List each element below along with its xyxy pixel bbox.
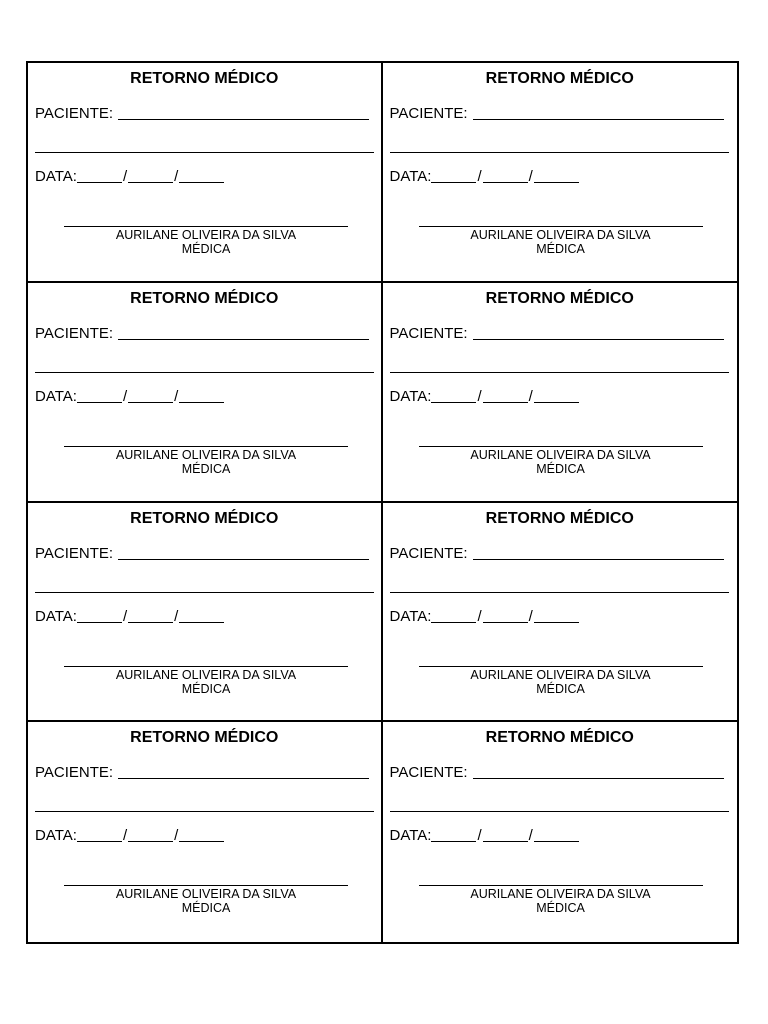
- patient-blank-line[interactable]: [473, 105, 724, 120]
- date-month-blank[interactable]: [128, 827, 173, 842]
- card-title: RETORNO MÉDICO: [130, 70, 279, 87]
- patient-blank-line[interactable]: [473, 764, 724, 779]
- doctor-role: MÉDICA: [536, 901, 585, 916]
- date-label: DATA:: [389, 827, 432, 845]
- date-year-blank[interactable]: [534, 388, 579, 403]
- patient-blank-line[interactable]: [118, 764, 369, 779]
- patient-field: [390, 105, 724, 123]
- patient-field: [390, 325, 724, 343]
- date-label: DATA:: [389, 607, 432, 625]
- doctor-name: AURILANE OLIVEIRA DA SILVA: [470, 228, 651, 242]
- card-title: RETORNO MÉDICO: [485, 729, 634, 747]
- patient-field: [35, 545, 369, 563]
- date-year-blank[interactable]: [534, 827, 579, 842]
- date-label: DATA:: [35, 387, 77, 405]
- date-day-blank[interactable]: [77, 168, 122, 183]
- patient-field: [35, 764, 369, 782]
- patient-blank-line-2[interactable]: [390, 811, 729, 812]
- date-year-blank[interactable]: [179, 388, 224, 403]
- date-separator: /: [174, 387, 179, 405]
- date-label: DATA:: [35, 827, 77, 845]
- date-year-blank[interactable]: [534, 168, 579, 183]
- doctor-name: AURILANE OLIVEIRA DA SILVA: [115, 667, 297, 682]
- card-title: RETORNO MÉDICO: [130, 289, 279, 307]
- date-separator: /: [528, 168, 533, 185]
- date-separator: /: [122, 387, 128, 405]
- date-separator: /: [477, 387, 482, 405]
- patient-blank-line[interactable]: [118, 325, 369, 340]
- date-day-blank[interactable]: [77, 608, 122, 623]
- card-title: RETORNO MÉDICO: [485, 70, 634, 87]
- patient-field: [35, 105, 369, 123]
- date-separator: /: [477, 827, 482, 845]
- date-field: [390, 388, 579, 406]
- patient-blank-line-2[interactable]: [35, 152, 374, 153]
- patient-blank-line-2[interactable]: [35, 372, 374, 373]
- date-label: DATA:: [35, 168, 77, 185]
- doctor-name: AURILANE OLIVEIRA DA SILVA: [115, 887, 297, 902]
- date-day-blank[interactable]: [431, 608, 476, 623]
- doctor-name: AURILANE OLIVEIRA DA SILVA: [115, 228, 297, 242]
- patient-label: PACIENTE:: [389, 544, 468, 562]
- date-month-blank[interactable]: [483, 827, 528, 842]
- date-separator: /: [528, 827, 533, 845]
- patient-blank-line[interactable]: [473, 545, 724, 560]
- signature-line[interactable]: [419, 226, 703, 227]
- date-separator: /: [122, 607, 128, 625]
- doctor-role: MÉDICA: [181, 681, 231, 696]
- date-month-blank[interactable]: [483, 608, 528, 623]
- patient-label: PACIENTE:: [389, 105, 468, 122]
- patient-blank-line[interactable]: [118, 545, 369, 560]
- patient-blank-line-2[interactable]: [390, 372, 729, 373]
- patient-label: PACIENTE:: [35, 105, 114, 122]
- date-separator: /: [174, 607, 179, 625]
- appointment-card-sheet: [26, 61, 739, 944]
- date-year-blank[interactable]: [179, 168, 224, 183]
- patient-field: [35, 325, 369, 343]
- signature-line[interactable]: [64, 446, 348, 447]
- date-separator: /: [477, 168, 482, 185]
- date-separator: /: [174, 168, 179, 185]
- patient-label: PACIENTE:: [35, 324, 114, 342]
- date-field: [390, 168, 579, 186]
- date-field: [35, 827, 224, 845]
- date-day-blank[interactable]: [431, 388, 476, 403]
- date-day-blank[interactable]: [77, 388, 122, 403]
- date-field: [35, 608, 224, 626]
- date-month-blank[interactable]: [128, 388, 173, 403]
- date-separator: /: [174, 827, 179, 845]
- signature-line[interactable]: [419, 666, 703, 667]
- return-card: [383, 63, 738, 283]
- date-day-blank[interactable]: [431, 827, 476, 842]
- return-card: [383, 283, 738, 503]
- date-day-blank[interactable]: [77, 827, 122, 842]
- card-title: RETORNO MÉDICO: [485, 509, 634, 527]
- date-month-blank[interactable]: [128, 608, 173, 623]
- date-separator: /: [122, 827, 128, 845]
- date-month-blank[interactable]: [483, 388, 528, 403]
- date-label: DATA:: [389, 168, 432, 185]
- signature-line[interactable]: [64, 226, 348, 227]
- date-separator: /: [528, 607, 533, 625]
- doctor-name: AURILANE OLIVEIRA DA SILVA: [470, 447, 651, 462]
- patient-label: PACIENTE:: [389, 324, 468, 342]
- patient-field: [390, 545, 724, 563]
- return-card: [28, 283, 383, 503]
- date-year-blank[interactable]: [179, 827, 224, 842]
- return-card: [28, 722, 383, 942]
- date-field: [35, 168, 224, 186]
- doctor-role: MÉDICA: [181, 461, 231, 476]
- signature-line[interactable]: [64, 666, 348, 667]
- patient-blank-line-2[interactable]: [390, 592, 729, 593]
- doctor-role: MÉDICA: [536, 681, 585, 696]
- date-separator: /: [528, 387, 533, 405]
- doctor-role: MÉDICA: [536, 242, 585, 256]
- doctor-role: MÉDICA: [181, 901, 231, 916]
- return-card: [28, 63, 383, 283]
- date-field: [35, 388, 224, 406]
- patient-label: PACIENTE:: [35, 544, 114, 562]
- signature-line[interactable]: [419, 885, 703, 886]
- date-label: DATA:: [35, 607, 77, 625]
- card-title: RETORNO MÉDICO: [485, 289, 634, 307]
- date-field: [390, 608, 579, 626]
- patient-label: PACIENTE:: [389, 764, 468, 782]
- patient-blank-line-2[interactable]: [35, 592, 374, 593]
- doctor-name: AURILANE OLIVEIRA DA SILVA: [115, 447, 297, 462]
- date-month-blank[interactable]: [483, 168, 528, 183]
- date-separator: /: [122, 168, 128, 185]
- doctor-name: AURILANE OLIVEIRA DA SILVA: [470, 667, 651, 682]
- date-separator: /: [477, 607, 482, 625]
- date-month-blank[interactable]: [128, 168, 173, 183]
- card-title: RETORNO MÉDICO: [130, 509, 279, 527]
- doctor-name: AURILANE OLIVEIRA DA SILVA: [470, 887, 651, 902]
- card-title: RETORNO MÉDICO: [130, 729, 279, 747]
- patient-blank-line-2[interactable]: [35, 811, 374, 812]
- date-field: [390, 827, 579, 845]
- patient-blank-line[interactable]: [118, 105, 369, 120]
- return-card: [383, 503, 738, 723]
- patient-label: PACIENTE:: [35, 764, 114, 782]
- signature-line[interactable]: [419, 446, 703, 447]
- patient-blank-line[interactable]: [473, 325, 724, 340]
- patient-blank-line-2[interactable]: [390, 152, 729, 153]
- doctor-role: MÉDICA: [536, 461, 585, 476]
- date-day-blank[interactable]: [431, 168, 476, 183]
- return-card: [28, 503, 383, 723]
- date-year-blank[interactable]: [179, 608, 224, 623]
- doctor-role: MÉDICA: [181, 242, 231, 256]
- signature-line[interactable]: [64, 885, 348, 886]
- return-card: [383, 722, 738, 942]
- date-label: DATA:: [389, 387, 432, 405]
- patient-field: [390, 764, 724, 782]
- date-year-blank[interactable]: [534, 608, 579, 623]
